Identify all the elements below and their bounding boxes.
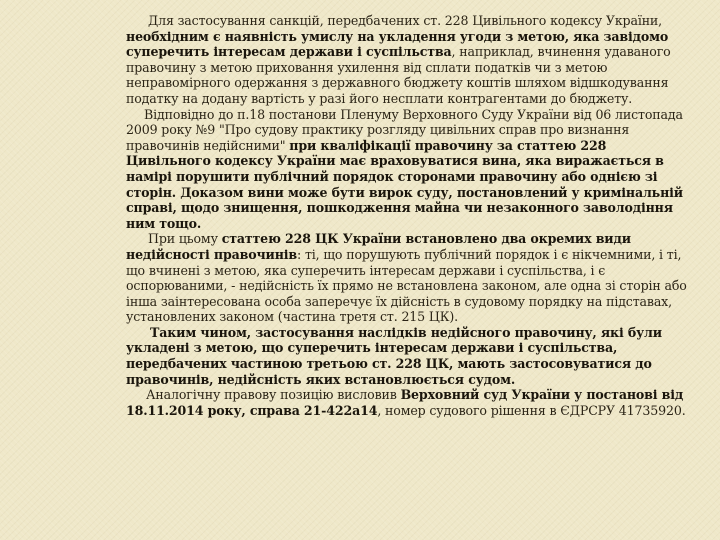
text-segment: Відповідно до п.18 постанови Пленуму Верховного Суду України від 06 листопада 2009 року №9 "Про судову практику розгляду цивільних справ про визнання правочинів недійсними"	[126, 106, 683, 153]
text-segment-bold: Верховний суд України у постанові від 18.11.2014 року, справа 21-422а14	[126, 387, 684, 418]
text-segment: , наприклад, вчинення удаваного правочину з метою приховання ухилення від сплати податків чи з метою неправомірного одержання з державного бюджету коштів шляхом відшкодування податку на додану вартість у разі його несплати контрагентами до бюджету.	[126, 44, 671, 106]
text-segment: Аналогічну правову позицію висловив	[146, 387, 401, 403]
text-segment-bold: необхідним є наявність умислу на укладення угоди з метою, яка завідомо суперечить інтересам держави і суспільства	[126, 28, 669, 60]
text-segment: При цьому	[148, 231, 222, 247]
text-segment-bold: статтею 228 ЦК України встановлено два окремих види недійсності правочинів	[126, 231, 631, 262]
slide-text-body	[126, 13, 694, 418]
text-segment: , номер судового рішення в ЄДРСРУ 41735920.	[377, 402, 686, 418]
text-segment: : ті, що порушують публічний порядок і є нікчемними, і ті, що вчинені з метою, яка суперечить інтересам держави і суспільства, і є оспорюваними, - недійсність їх прямо не встановлена законом, але одна зі сторін або інша заінтересована особа заперечує їх дійсність в судовому порядку на підставах, установлених законом (частина третя ст. 215 ЦК).	[126, 246, 687, 325]
paragraph-supreme-court-position	[126, 387, 694, 418]
text-segment-bold: при кваліфікації правочину за статтею 228 Цивільного кодексу України має враховуватися вина, яка виражається в намірі порушити публічний порядок сторонами правочину або однією зі сторін. Доказом вини може бути вирок суду, постановлений у кримінальній справі, щодо знищення, пошкодження майна чи незаконного заволодіння ним тощо.	[126, 137, 683, 231]
paragraph-two-types-invalidity	[126, 231, 694, 325]
paragraph-plenum-resolution	[126, 107, 694, 232]
paragraph-conclusion	[126, 325, 694, 387]
text-segment: Для застосування санкцій, передбачених ст. 228 Цивільного кодексу України,	[148, 13, 663, 28]
paragraph-sanctions-intent	[126, 13, 694, 107]
text-segment-bold: Таким чином, застосування наслідків недійсного правочину, які були укладені з метою, що суперечить інтересам держави і суспільства, передбачених частиною третьою ст. 228 ЦК, мають застосовуватися до правочинів, недійсність яких встановлюється судом.	[126, 324, 662, 387]
